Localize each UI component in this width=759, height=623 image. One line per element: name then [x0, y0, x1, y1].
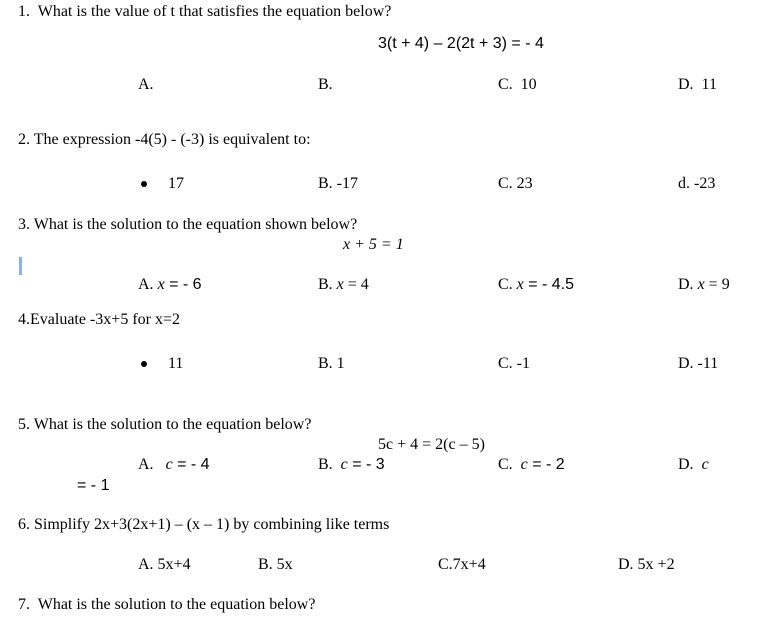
question-3-option-d: D. x = 9 — [678, 276, 730, 293]
question-3-option-c: C. x = - 4.5 — [498, 276, 575, 293]
question-7-prompt: 7. What is the solution to the equation below? — [18, 596, 316, 613]
text-cursor-icon — [19, 257, 22, 275]
question-5-option-c: C. c = - 2 — [498, 456, 565, 473]
question-2-option-c: C. 23 — [498, 175, 533, 192]
question-5-option-a: A. c = - 4 — [138, 456, 210, 473]
question-6-option-b: B. 5x — [258, 556, 293, 573]
question-3-option-a: A. x = - 6 — [138, 276, 202, 293]
question-5-equation: 5c + 4 = 2(c – 5) — [378, 436, 485, 453]
question-3-option-b: B. x = 4 — [318, 276, 369, 293]
question-2-option-a: 17 — [168, 175, 184, 192]
question-4-prompt: 4.Evaluate -3x+5 for x=2 — [18, 311, 180, 328]
question-1-option-a: A. — [138, 76, 154, 93]
question-6-option-c: C.7x+4 — [438, 556, 486, 573]
question-1-equation: 3(t + 4) – 2(2t + 3) = - 4 — [378, 35, 544, 52]
bullet-icon — [141, 181, 147, 187]
question-6-option-d: D. 5x +2 — [618, 556, 675, 573]
question-5-option-b: B. c = - 3 — [318, 456, 385, 473]
question-6-option-a: A. 5x+4 — [138, 556, 191, 573]
question-2-option-b: B. -17 — [318, 175, 358, 192]
question-4-option-b: B. 1 — [318, 355, 345, 372]
question-3-equation: x + 5 = 1 — [343, 236, 404, 253]
question-1-prompt: 1. What is the value of t that satisfies the equation below? — [18, 3, 392, 20]
question-2-prompt: 2. The expression -4(5) - (-3) is equivalent to: — [18, 131, 311, 148]
question-2-option-d: d. -23 — [678, 175, 716, 192]
question-4-option-d: D. -11 — [678, 355, 719, 372]
question-5-option-d-continuation: = - 1 — [77, 477, 110, 494]
question-4-option-a: 11 — [168, 355, 184, 372]
question-5-option-d: D. c — [678, 456, 709, 473]
question-5-prompt: 5. What is the solution to the equation below? — [18, 416, 312, 433]
question-4-option-c: C. -1 — [498, 355, 530, 372]
question-1-option-c: C. 10 — [498, 76, 537, 93]
question-3-prompt: 3. What is the solution to the equation shown below? — [18, 216, 358, 233]
question-1-option-d: D. 11 — [678, 76, 717, 93]
question-6-prompt: 6. Simplify 2x+3(2x+1) – (x – 1) by combining like terms — [18, 516, 390, 533]
bullet-icon — [141, 361, 147, 367]
question-1-option-b: B. — [318, 76, 333, 93]
